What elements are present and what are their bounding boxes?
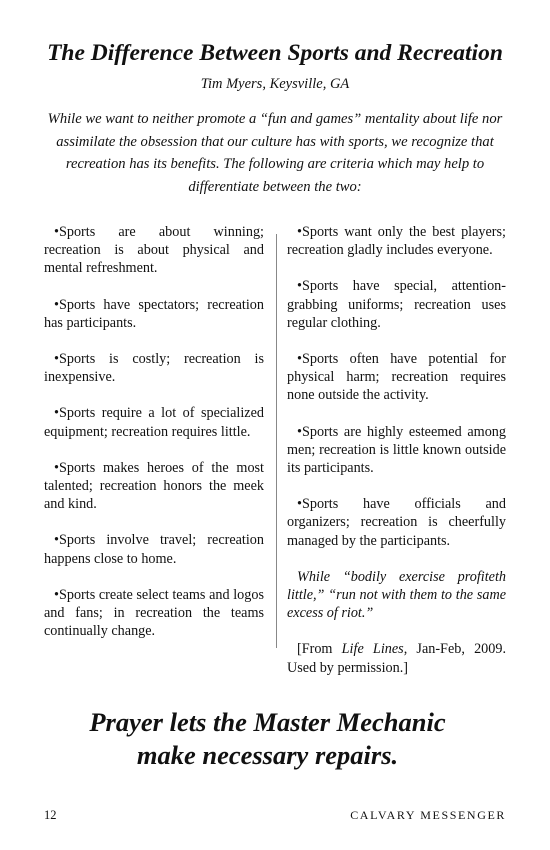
list-item: •Sports are about winning; recreation is about physical and mental refreshment. (44, 224, 264, 277)
magazine-name: CALVARY MESSENGER (350, 808, 506, 822)
list-item: •Sports have officials and organizers; recreation is cheerfully managed by the participants. (287, 496, 506, 549)
source-suffix: , Jan-Feb, 2009. Used by permission.] (287, 641, 507, 676)
source-prefix: [From (297, 641, 342, 658)
motto-line-2: make necessary repairs. (136, 740, 399, 770)
source-publication: Life Lines (341, 641, 404, 658)
source-credit (287, 640, 506, 676)
left-column (44, 223, 264, 658)
closing-quote: While “bodily exercise profiteth little,” “run not with them to the same excess of riot.” (287, 568, 506, 622)
article-title: The Difference Between Sports and Recreation (47, 40, 503, 66)
list-item: •Sports makes heroes of the most talented; recreation honors the meek and kind. (44, 459, 264, 513)
list-item: •Sports often have potential for physical harm; recreation requires none outside the activity. (287, 351, 506, 404)
list-item: •Sports have special, attention-grabbing uniforms; recreation uses regular clothing. (287, 278, 506, 331)
list-item: •Sports have spectators; recreation has participants. (44, 296, 264, 331)
column-divider (276, 234, 277, 648)
list-item: •Sports involve travel; recreation happens close to home. (44, 532, 264, 567)
article-byline: Tim Myers, Keysville, GA (200, 76, 350, 92)
motto (30, 706, 505, 772)
page-number: 12 (44, 808, 57, 822)
list-item: •Sports require a lot of specialized equipment; recreation requires little. (44, 405, 264, 440)
list-item: •Sports is costly; recreation is inexpensive. (44, 351, 264, 386)
right-column (287, 223, 506, 695)
list-item: •Sports are highly esteemed among men; recreation is little known outside its participants. (287, 423, 506, 477)
list-item: •Sports want only the best players; recreation gladly includes everyone. (287, 224, 506, 259)
motto-line-1: Prayer lets the Master Mechanic (89, 707, 446, 737)
list-item: •Sports create select teams and logos and fans; in recreation the teams continually change. (44, 586, 264, 640)
article-intro: While we want to neither promote a “fun and games” mentality about life nor assimilate the obsession that our culture has with sports, we recognize that recreation has its benefits. The following are criteria which may help to differentiate between the two: (47, 111, 503, 195)
